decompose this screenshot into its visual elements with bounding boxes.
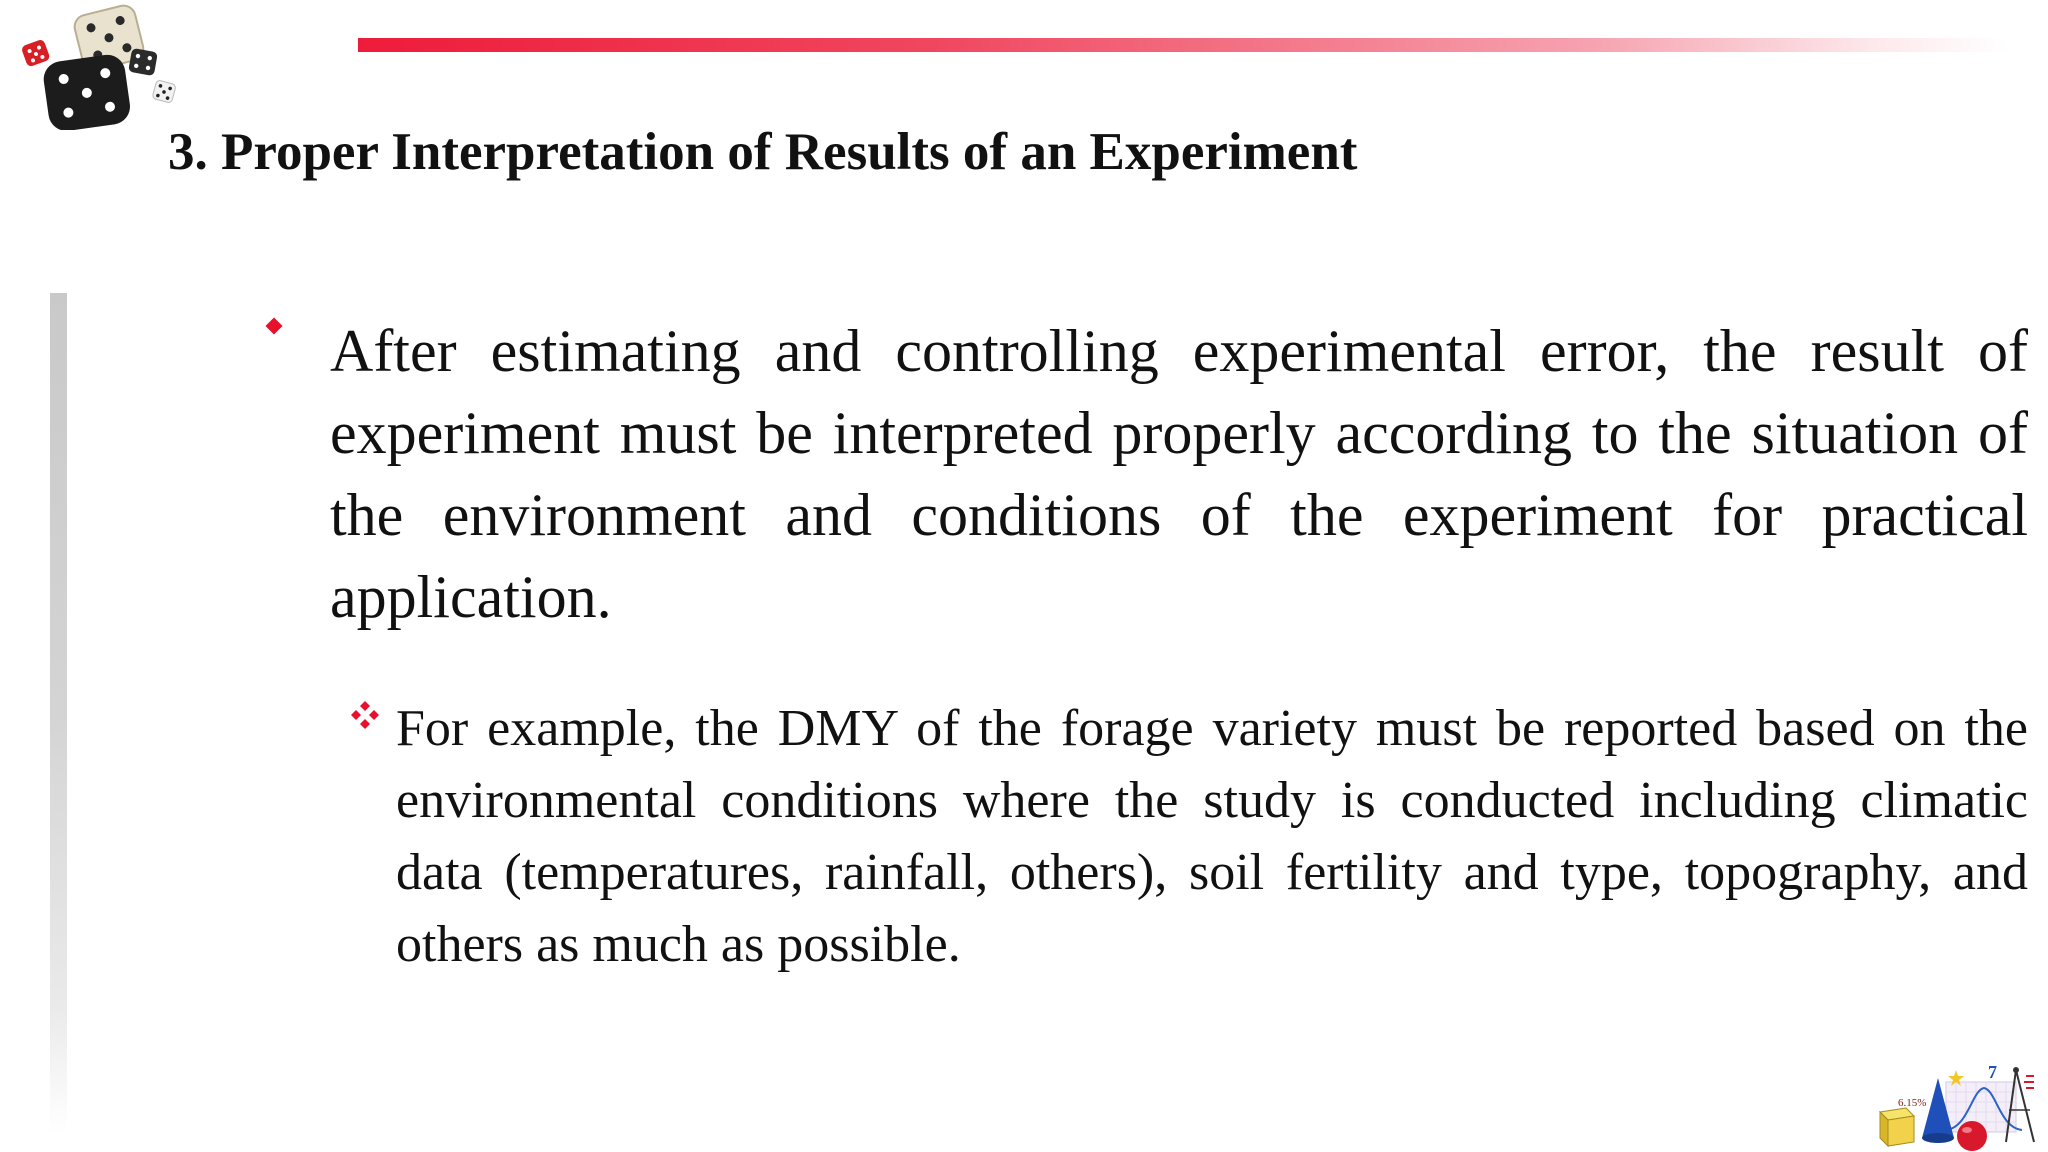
four-diamond-bullet-icon	[350, 700, 380, 730]
logo-percent-text: 6.15%	[1898, 1097, 1927, 1109]
logo-number-text: 7	[1988, 1062, 1997, 1082]
main-bullet-text: After estimating and controlling experimental error, the result of experiment must be interpreted properly according to the situation of the environment and conditions of the experiment for practical application.	[330, 318, 2028, 630]
diamond-bullet-icon	[266, 318, 283, 335]
slide-title: 3. Proper Interpretation of Results of an Experiment	[168, 123, 1358, 181]
left-accent-bar	[50, 293, 67, 1133]
sub-bullet-text: For example, the DMY of the forage variety must be reported based on the environmental conditions where the study is conducted including climatic data (temperatures, rainfall, others), soil fertility and type, topography, and others as much as possible.	[396, 700, 2028, 973]
math-shapes-icon	[1876, 1062, 2042, 1152]
top-accent-bar	[358, 38, 2008, 52]
dice-icon	[8, 2, 178, 130]
